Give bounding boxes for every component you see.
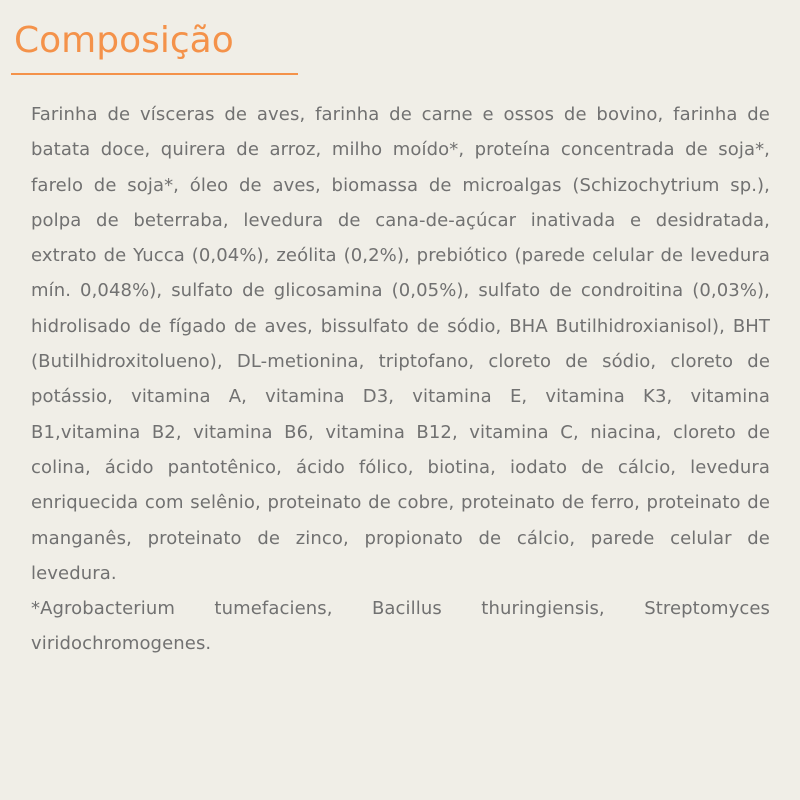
page-title: Composição bbox=[14, 20, 234, 61]
composition-paragraph: Farinha de vísceras de aves, farinha de carne e ossos de bovino, farinha de batata doce, quirera de arroz, milho moído*, proteína concentrada de soja*, farelo de soja*, óleo de aves, biomassa de microalgas (Schizochytrium sp.), polpa de beterraba, levedura de cana-de-açúcar inativada e desidratada, extrato de Yucca (0,04%), zeólita (0,2%), prebiótico (parede celular de levedura mín. 0,048%), sulfato de glicosamina (0,05%), sulfato de condroitina (0,03%), hidrolisado de fígado de aves, bissulfato de sódio, BHA Butilhidroxianisol), BHT (Butilhidroxitolueno), DL-metionina, triptofano, cloreto de sódio, cloreto de potássio, vitamina A, vitamina D3, vitamina E, vitamina K3, vitamina B1,vitamina B2, vitamina B6, vitamina B12, vitamina C, niacina, cloreto de colina, ácido pantotênico, ácido fólico, biotina, iodato de cálcio, levedura enriquecida com selênio, proteinato de cobre, proteinato de ferro, proteinato de manganês, proteinato de zinco, propionato de cálcio, parede celular de levedura. bbox=[31, 104, 770, 584]
footnote-paragraph: *Agrobacterium tumefaciens, Bacillus thuringiensis, Streptomyces viridochromogenes. bbox=[31, 598, 770, 655]
title-underline bbox=[11, 73, 298, 75]
composition-section bbox=[31, 97, 770, 662]
